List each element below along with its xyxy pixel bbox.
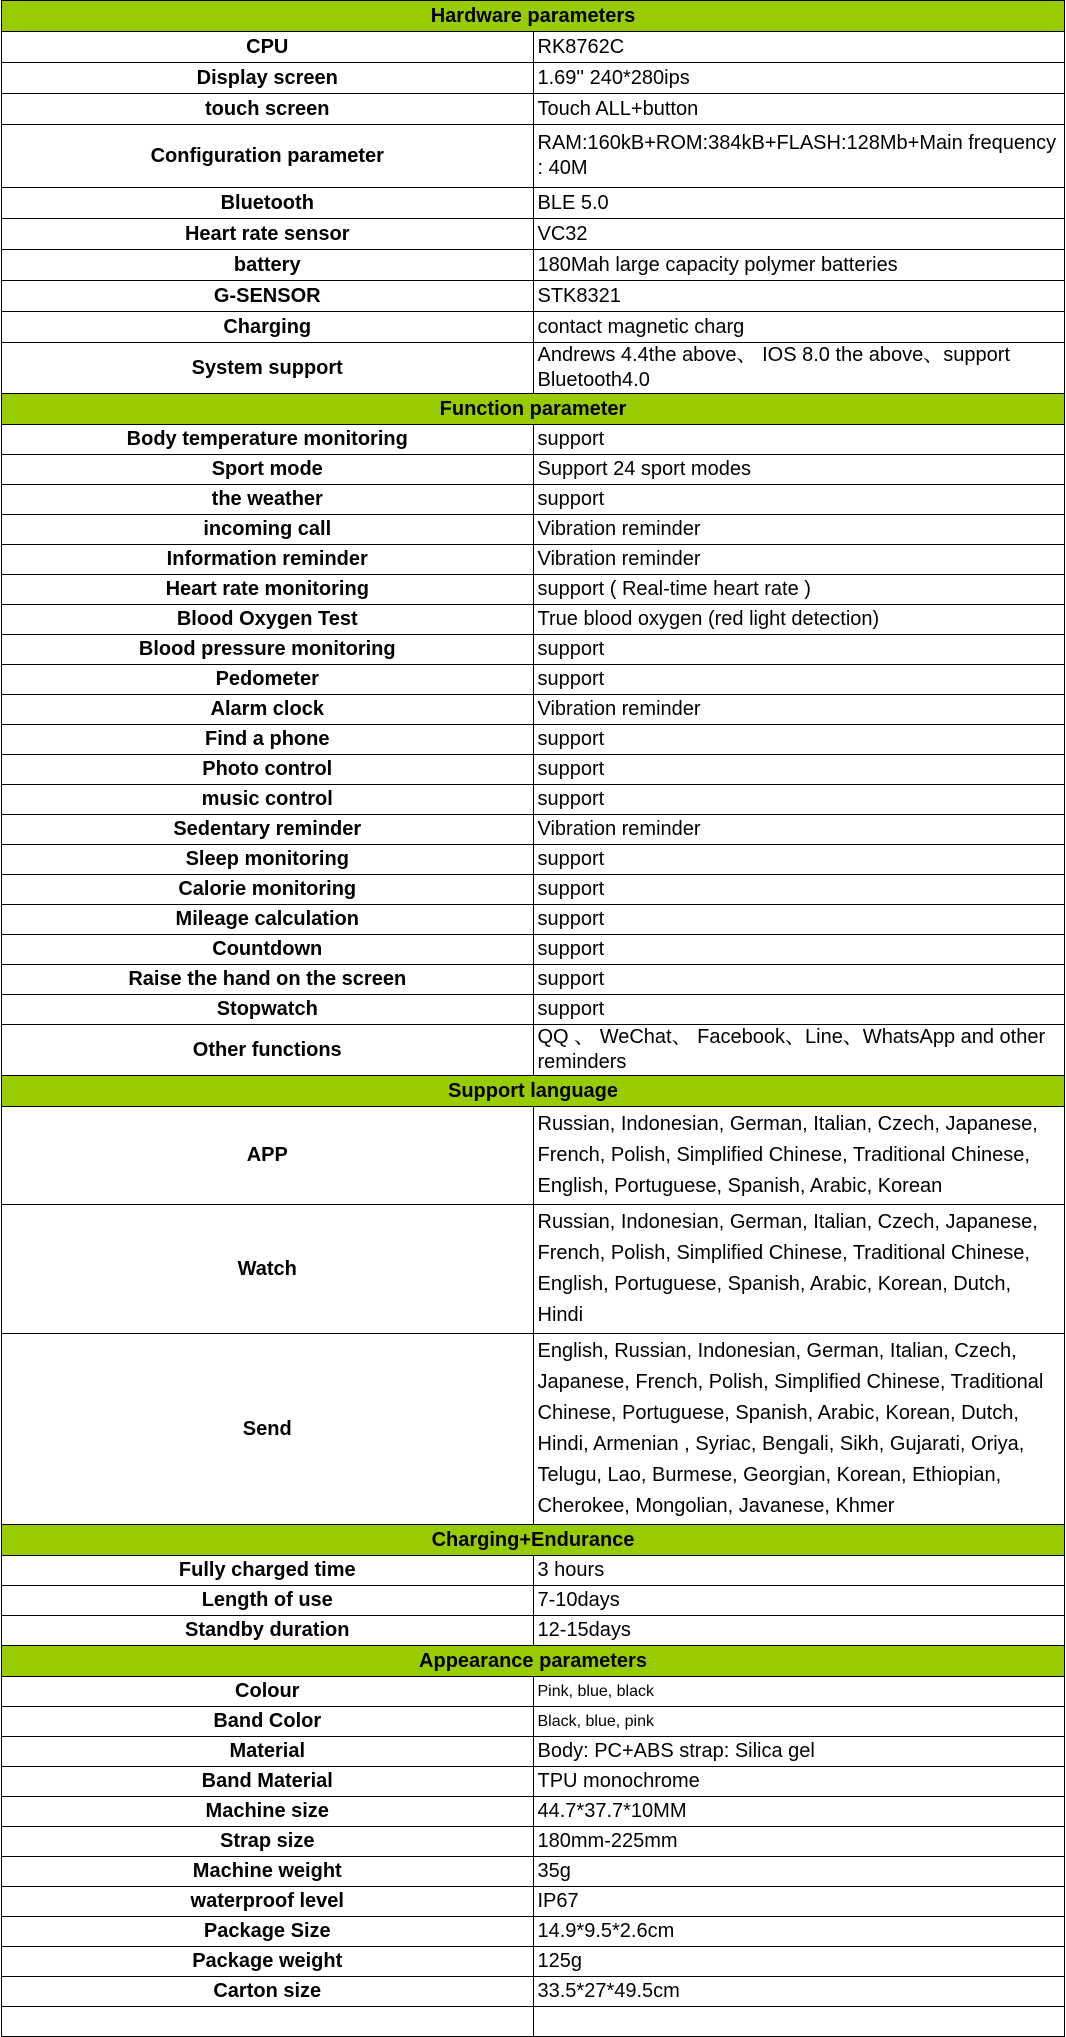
spec-value: 180mm-225mm bbox=[533, 1827, 1065, 1857]
spec-label: APP bbox=[2, 1107, 534, 1205]
spec-row-sedentary-reminder bbox=[2, 815, 1065, 845]
section-header-support-language bbox=[2, 1076, 1065, 1107]
spec-value: IP67 bbox=[533, 1887, 1065, 1917]
spec-value: support bbox=[533, 965, 1065, 995]
spec-row-waterproof-level bbox=[2, 1887, 1065, 1917]
spec-label: Mileage calculation bbox=[2, 905, 534, 935]
spec-label: G-SENSOR bbox=[2, 281, 534, 312]
spec-row-watch bbox=[2, 1205, 1065, 1334]
spec-value: Vibration reminder bbox=[533, 545, 1065, 575]
spec-row-display-screen bbox=[2, 63, 1065, 94]
spec-value: QQ 、 WeChat、 Facebook、Line、WhatsApp and other reminders bbox=[533, 1025, 1065, 1076]
spec-row-calorie-monitoring bbox=[2, 875, 1065, 905]
spec-label: CPU bbox=[2, 32, 534, 63]
spec-label: the weather bbox=[2, 485, 534, 515]
spec-value: contact magnetic charg bbox=[533, 312, 1065, 343]
spec-row-length-of-use bbox=[2, 1586, 1065, 1616]
spec-value: Vibration reminder bbox=[533, 815, 1065, 845]
spec-label: Machine size bbox=[2, 1797, 534, 1827]
spec-value: support bbox=[533, 725, 1065, 755]
spec-value: 44.7*37.7*10MM bbox=[533, 1797, 1065, 1827]
spec-label: Sedentary reminder bbox=[2, 815, 534, 845]
spec-row-charging bbox=[2, 312, 1065, 343]
spec-label: Watch bbox=[2, 1205, 534, 1334]
spec-row-mileage-calculation bbox=[2, 905, 1065, 935]
spec-label: Carton size bbox=[2, 1977, 534, 2007]
spec-value: Russian, Indonesian, German, Italian, Czech, Japanese, French, Polish, Simplified Chinese, Traditional Chinese, English, Portuguese, Spanish, Arabic, Korean bbox=[533, 1107, 1065, 1205]
spec-label: waterproof level bbox=[2, 1887, 534, 1917]
spec-value: English, Russian, Indonesian, German, Italian, Czech, Japanese, French, Polish, Simplified Chinese, Traditional Chinese, Portuguese, Spanish, Arabic, Korean, Dutch, Hindi, Armenian , Syriac, Bengali, Sikh, Gujarati, Oriya, Telugu, Lao, Burmese, Georgian, Korean, Ethiopian, Cherokee, Mongolian, Javanese, Khmer bbox=[533, 1334, 1065, 1525]
spec-label: Display screen bbox=[2, 63, 534, 94]
spec-value: support bbox=[533, 425, 1065, 455]
spec-value: 7-10days bbox=[533, 1586, 1065, 1616]
spec-label: Countdown bbox=[2, 935, 534, 965]
spec-row-heart-rate-monitoring bbox=[2, 575, 1065, 605]
spec-value: support bbox=[533, 875, 1065, 905]
spec-label: Alarm clock bbox=[2, 695, 534, 725]
spec-label: Stopwatch bbox=[2, 995, 534, 1025]
spec-label: Other functions bbox=[2, 1025, 534, 1076]
spec-row-sport-mode bbox=[2, 455, 1065, 485]
spec-row-blank bbox=[2, 2007, 1065, 2037]
spec-row-band-color bbox=[2, 1707, 1065, 1737]
spec-label: Heart rate monitoring bbox=[2, 575, 534, 605]
spec-value: TPU monochrome bbox=[533, 1767, 1065, 1797]
spec-label: Calorie monitoring bbox=[2, 875, 534, 905]
section-header-appearance-parameters bbox=[2, 1646, 1065, 1677]
spec-row-system-support bbox=[2, 343, 1065, 394]
spec-row-alarm-clock bbox=[2, 695, 1065, 725]
section-title: Hardware parameters bbox=[2, 1, 1065, 32]
spec-row-body-temperature-monitoring bbox=[2, 425, 1065, 455]
spec-value: support bbox=[533, 995, 1065, 1025]
spec-value: Support 24 sport modes bbox=[533, 455, 1065, 485]
spec-value: 3 hours bbox=[533, 1556, 1065, 1586]
spec-row-standby-duration bbox=[2, 1616, 1065, 1646]
section-title: Function parameter bbox=[2, 394, 1065, 425]
spec-value: 12-15days bbox=[533, 1616, 1065, 1646]
spec-value: 1.69'' 240*280ips bbox=[533, 63, 1065, 94]
section-title: Support language bbox=[2, 1076, 1065, 1107]
spec-label: Information reminder bbox=[2, 545, 534, 575]
spec-label: Send bbox=[2, 1334, 534, 1525]
spec-row-blood-oxygen-test bbox=[2, 605, 1065, 635]
spec-row-material bbox=[2, 1737, 1065, 1767]
spec-label: Strap size bbox=[2, 1827, 534, 1857]
spec-row-raise-the-hand-on-the-screen bbox=[2, 965, 1065, 995]
spec-value: support bbox=[533, 665, 1065, 695]
section-title: Appearance parameters bbox=[2, 1646, 1065, 1677]
spec-value: VC32 bbox=[533, 219, 1065, 250]
spec-value: 180Mah large capacity polymer batteries bbox=[533, 250, 1065, 281]
spec-value: 33.5*27*49.5cm bbox=[533, 1977, 1065, 2007]
spec-row-colour bbox=[2, 1677, 1065, 1707]
spec-value: support bbox=[533, 635, 1065, 665]
spec-row-app bbox=[2, 1107, 1065, 1205]
spec-value: True blood oxygen (red light detection) bbox=[533, 605, 1065, 635]
spec-row-cpu bbox=[2, 32, 1065, 63]
section-header-hardware-parameters bbox=[2, 1, 1065, 32]
spec-row-machine-weight bbox=[2, 1857, 1065, 1887]
spec-label: Length of use bbox=[2, 1586, 534, 1616]
spec-label: Band Material bbox=[2, 1767, 534, 1797]
spec-value: support bbox=[533, 485, 1065, 515]
spec-label: Charging bbox=[2, 312, 534, 343]
spec-label: Bluetooth bbox=[2, 188, 534, 219]
spec-row-information-reminder bbox=[2, 545, 1065, 575]
spec-value: support bbox=[533, 845, 1065, 875]
spec-value: Andrews 4.4the above、 IOS 8.0 the above、support Bluetooth4.0 bbox=[533, 343, 1065, 394]
spec-row-incoming-call bbox=[2, 515, 1065, 545]
spec-row-machine-size bbox=[2, 1797, 1065, 1827]
spec-row-touch-screen bbox=[2, 94, 1065, 125]
spec-label: Blood Oxygen Test bbox=[2, 605, 534, 635]
section-header-charging-endurance bbox=[2, 1525, 1065, 1556]
spec-value: support bbox=[533, 755, 1065, 785]
spec-label: Configuration parameter bbox=[2, 125, 534, 188]
spec-label: Sport mode bbox=[2, 455, 534, 485]
spec-label: battery bbox=[2, 250, 534, 281]
spec-row-blood-pressure-monitoring bbox=[2, 635, 1065, 665]
spec-label: Machine weight bbox=[2, 1857, 534, 1887]
spec-row-configuration-parameter bbox=[2, 125, 1065, 188]
spec-row-fully-charged-time bbox=[2, 1556, 1065, 1586]
spec-value: 125g bbox=[533, 1947, 1065, 1977]
spec-value: support bbox=[533, 905, 1065, 935]
spec-value: Touch ALL+button bbox=[533, 94, 1065, 125]
spec-label: music control bbox=[2, 785, 534, 815]
spec-label: Material bbox=[2, 1737, 534, 1767]
spec-label: Sleep monitoring bbox=[2, 845, 534, 875]
spec-label: Band Color bbox=[2, 1707, 534, 1737]
spec-label bbox=[2, 2007, 534, 2037]
spec-row-g-sensor bbox=[2, 281, 1065, 312]
spec-value: Black, blue, pink bbox=[533, 1707, 1065, 1737]
spec-label: touch screen bbox=[2, 94, 534, 125]
spec-row-package-weight bbox=[2, 1947, 1065, 1977]
spec-row-package-size bbox=[2, 1917, 1065, 1947]
spec-label: Find a phone bbox=[2, 725, 534, 755]
spec-row-photo-control bbox=[2, 755, 1065, 785]
spec-label: incoming call bbox=[2, 515, 534, 545]
spec-row-strap-size bbox=[2, 1827, 1065, 1857]
spec-row-pedometer bbox=[2, 665, 1065, 695]
spec-label: Fully charged time bbox=[2, 1556, 534, 1586]
spec-value: 35g bbox=[533, 1857, 1065, 1887]
spec-value: RAM:160kB+ROM:384kB+FLASH:128Mb+Main frequency : 40M bbox=[533, 125, 1065, 188]
spec-value: Vibration reminder bbox=[533, 515, 1065, 545]
spec-value: support bbox=[533, 785, 1065, 815]
section-header-function-parameter bbox=[2, 394, 1065, 425]
spec-value: STK8321 bbox=[533, 281, 1065, 312]
spec-label: System support bbox=[2, 343, 534, 394]
spec-row-find-a-phone bbox=[2, 725, 1065, 755]
spec-row-heart-rate-sensor bbox=[2, 219, 1065, 250]
section-title: Charging+Endurance bbox=[2, 1525, 1065, 1556]
spec-value: Pink, blue, black bbox=[533, 1677, 1065, 1707]
spec-label: Colour bbox=[2, 1677, 534, 1707]
spec-value bbox=[533, 2007, 1065, 2037]
spec-row-carton-size bbox=[2, 1977, 1065, 2007]
spec-value: BLE 5.0 bbox=[533, 188, 1065, 219]
spec-row-countdown bbox=[2, 935, 1065, 965]
spec-label: Pedometer bbox=[2, 665, 534, 695]
spec-row-other-functions bbox=[2, 1025, 1065, 1076]
spec-value: Body: PC+ABS strap: Silica gel bbox=[533, 1737, 1065, 1767]
spec-label: Heart rate sensor bbox=[2, 219, 534, 250]
spec-row-band-material bbox=[2, 1767, 1065, 1797]
spec-value: RK8762C bbox=[533, 32, 1065, 63]
spec-value: 14.9*9.5*2.6cm bbox=[533, 1917, 1065, 1947]
spec-label: Body temperature monitoring bbox=[2, 425, 534, 455]
spec-row-the-weather bbox=[2, 485, 1065, 515]
spec-label: Package weight bbox=[2, 1947, 534, 1977]
spec-value: Russian, Indonesian, German, Italian, Czech, Japanese, French, Polish, Simplified Chinese, Traditional Chinese, English, Portuguese, Spanish, Arabic, Korean, Dutch, Hindi bbox=[533, 1205, 1065, 1334]
spec-label: Raise the hand on the screen bbox=[2, 965, 534, 995]
spec-value: support ( Real-time heart rate ) bbox=[533, 575, 1065, 605]
spec-value: support bbox=[533, 935, 1065, 965]
spec-row-send bbox=[2, 1334, 1065, 1525]
spec-table bbox=[1, 0, 1065, 2037]
spec-row-battery bbox=[2, 250, 1065, 281]
spec-row-sleep-monitoring bbox=[2, 845, 1065, 875]
spec-label: Blood pressure monitoring bbox=[2, 635, 534, 665]
spec-row-music-control bbox=[2, 785, 1065, 815]
spec-label: Package Size bbox=[2, 1917, 534, 1947]
spec-label: Standby duration bbox=[2, 1616, 534, 1646]
spec-row-stopwatch bbox=[2, 995, 1065, 1025]
spec-value: Vibration reminder bbox=[533, 695, 1065, 725]
spec-row-bluetooth bbox=[2, 188, 1065, 219]
spec-label: Photo control bbox=[2, 755, 534, 785]
